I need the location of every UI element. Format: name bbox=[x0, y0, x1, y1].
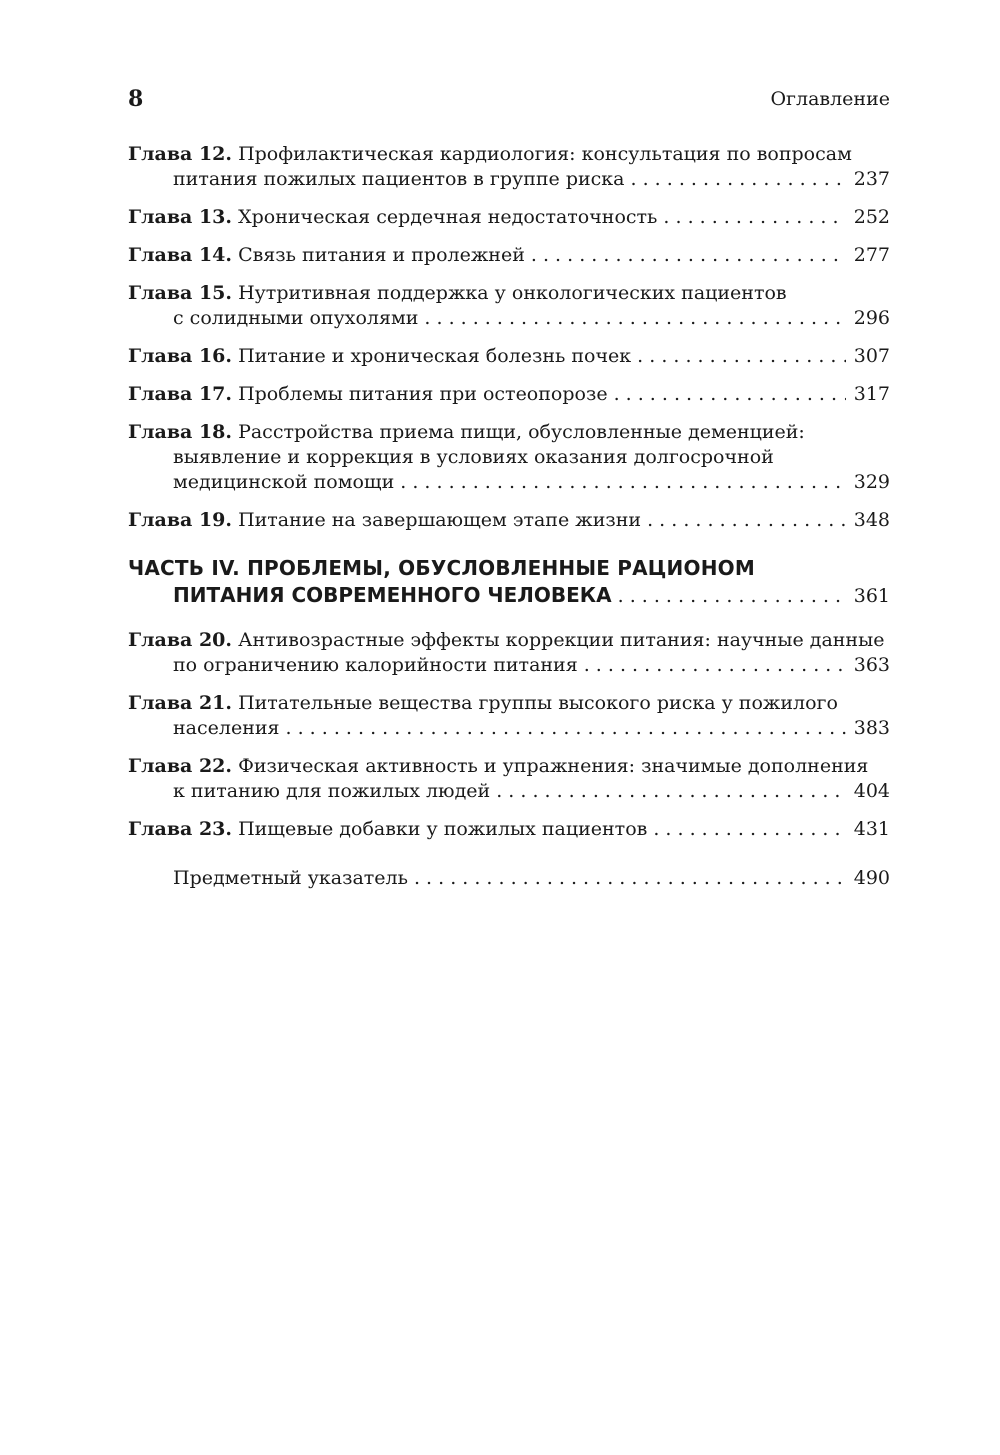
toc-title-line: выявление и коррекция в условиях оказания долгосрочной bbox=[173, 446, 774, 468]
toc-label: Глава 14. bbox=[128, 244, 233, 266]
toc-part-heading[interactable] bbox=[128, 555, 890, 610]
toc-title-line: Питание на завершающем этапе жизни bbox=[238, 509, 642, 531]
toc-page: 277 bbox=[853, 244, 890, 266]
leader-dots bbox=[424, 306, 845, 331]
part-title-line: ЧАСТЬ IV. ПРОБЛЕМЫ, ОБУСЛОВЛЕННЫЕ РАЦИОНОМ bbox=[128, 556, 755, 580]
toc-entry-18[interactable] bbox=[128, 420, 890, 495]
toc-entry-17[interactable] bbox=[128, 382, 890, 407]
toc-entry-15[interactable] bbox=[128, 281, 890, 331]
toc-entry-19[interactable] bbox=[128, 508, 890, 533]
toc-title-line: с солидными опухолями bbox=[173, 307, 419, 329]
leader-dots bbox=[618, 583, 846, 610]
toc-title-line: Хроническая сердечная недостаточность bbox=[238, 206, 658, 228]
toc-entry-14[interactable] bbox=[128, 243, 890, 268]
toc-label: Глава 20. bbox=[128, 629, 233, 651]
toc-entry-21[interactable] bbox=[128, 691, 890, 741]
toc-title-line: питания пожилых пациентов в группе риска bbox=[173, 168, 625, 190]
toc-title-line: Предметный указатель bbox=[173, 867, 408, 889]
toc-page: 431 bbox=[853, 818, 890, 840]
toc-label: Глава 13. bbox=[128, 206, 233, 228]
leader-dots bbox=[584, 653, 846, 678]
running-head: Оглавление bbox=[770, 88, 890, 110]
toc-page: 363 bbox=[853, 654, 890, 676]
toc-label: Глава 21. bbox=[128, 692, 233, 714]
toc-title-line: медицинской помощи bbox=[173, 471, 395, 493]
toc-label: Глава 16. bbox=[128, 345, 233, 367]
toc-page: 348 bbox=[853, 509, 890, 531]
toc-label: Глава 19. bbox=[128, 509, 233, 531]
toc-title-line: Питательные вещества группы высокого риска у пожилого bbox=[238, 692, 838, 714]
leader-dots bbox=[496, 779, 846, 804]
toc-title-line: Антивозрастные эффекты коррекции питания: научные данные bbox=[238, 629, 885, 651]
toc-label: Глава 22. bbox=[128, 755, 233, 777]
toc-title-line: по ограничению калорийности питания bbox=[173, 654, 578, 676]
toc-title-line: населения bbox=[173, 717, 280, 739]
toc-title-line: Профилактическая кардиология: консультация по вопросам bbox=[238, 143, 852, 165]
leader-dots bbox=[531, 243, 846, 268]
toc-label: Глава 18. bbox=[128, 421, 233, 443]
toc-entry-13[interactable] bbox=[128, 205, 890, 230]
toc-page: 383 bbox=[853, 717, 890, 739]
toc-label: Глава 12. bbox=[128, 143, 233, 165]
toc-title-line: Нутритивная поддержка у онкологических пациентов bbox=[238, 282, 787, 304]
toc-label: Глава 23. bbox=[128, 818, 233, 840]
toc-page: 307 bbox=[853, 345, 890, 367]
leader-dots bbox=[647, 508, 846, 533]
leader-dots bbox=[663, 205, 845, 230]
toc-page: 252 bbox=[853, 206, 890, 228]
toc-label: Глава 17. bbox=[128, 383, 233, 405]
page-number: 8 bbox=[128, 86, 144, 112]
toc-page: 329 bbox=[853, 471, 890, 493]
toc-title-line: Питание и хроническая болезнь почек bbox=[238, 345, 632, 367]
toc-page: 404 bbox=[853, 780, 890, 802]
toc-label: Глава 15. bbox=[128, 282, 233, 304]
leader-dots bbox=[400, 470, 845, 495]
leader-dots bbox=[631, 167, 846, 192]
toc-entry-index[interactable] bbox=[128, 866, 890, 891]
part-title-line: ПИТАНИЯ СОВРЕМЕННОГО ЧЕЛОВЕКА bbox=[173, 583, 612, 607]
toc-entry-23[interactable] bbox=[128, 817, 890, 842]
toc-page: 317 bbox=[853, 383, 890, 405]
leader-dots bbox=[614, 382, 846, 407]
toc-page: 361 bbox=[853, 585, 890, 607]
toc-title-line: к питанию для пожилых людей bbox=[173, 780, 491, 802]
table-of-contents bbox=[128, 142, 890, 904]
toc-entry-22[interactable] bbox=[128, 754, 890, 804]
toc-page: 296 bbox=[853, 307, 890, 329]
leader-dots bbox=[653, 817, 845, 842]
toc-title-line: Проблемы питания при остеопорозе bbox=[238, 383, 608, 405]
leader-dots bbox=[414, 866, 846, 891]
toc-entry-20[interactable] bbox=[128, 628, 890, 678]
toc-entry-12[interactable] bbox=[128, 142, 890, 192]
leader-dots bbox=[286, 716, 846, 741]
toc-title-line: Связь питания и пролежней bbox=[238, 244, 525, 266]
toc-page: 490 bbox=[853, 867, 890, 889]
toc-title-line: Расстройства приема пищи, обусловленные деменцией: bbox=[238, 421, 805, 443]
toc-entry-16[interactable] bbox=[128, 344, 890, 369]
toc-page: 237 bbox=[853, 168, 890, 190]
toc-title-line: Физическая активность и упражнения: значимые дополнения bbox=[238, 755, 869, 777]
leader-dots bbox=[637, 344, 846, 369]
toc-title-line: Пищевые добавки у пожилых пациентов bbox=[238, 818, 648, 840]
